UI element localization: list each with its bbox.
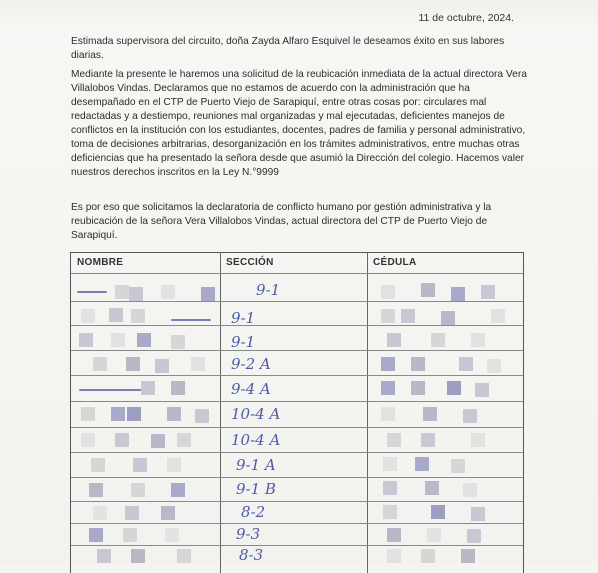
letter-date: 11 de octubre, 2024. <box>418 12 514 24</box>
signature-table <box>70 252 524 573</box>
greeting-paragraph: Estimada supervisora del circuito, doña Zayda Alfaro Esquivel le deseamos éxito en sus labores diarias. <box>71 36 505 61</box>
table-row-line <box>71 273 523 274</box>
table-row-line <box>71 427 523 428</box>
request-paragraph: Es por eso que solicitamos la declaratoria de conflicto humano por gestión administrativa y la reubicación de la señora Vera Villalobos Vindas, actual directora del CTP de Puerto Viejo de Sarapiquí. <box>71 202 492 241</box>
section-entry: 9-2 A <box>231 355 271 373</box>
table-row-line <box>71 401 523 402</box>
section-entry: 9-4 A <box>231 380 271 398</box>
table-row-line <box>71 325 523 326</box>
table-row-line <box>71 301 523 302</box>
table-row-line <box>71 523 523 524</box>
section-entry: 10-4 A <box>231 405 281 423</box>
section-entry: 9-1 <box>256 281 281 299</box>
section-entry: 9-3 <box>236 525 261 543</box>
body-paragraph: Mediante la presente le haremos una solicitud de la reubicación inmediata de la actual directora Vera Villalobos Vindas. Declaramos que no estamos de acuerdo con la administración que ha desempañado en el CTP de Puerto Viejo de Sarapiquí, entre otras cosas por: circulares mal redactadas y a destiempo, reuniones mal organizadas y mal ejecutadas, deficientes manejos de conflictos en la institución con los estudiantes, docentes, padres de familia y personal administrativo, toma de decisiones arbitrarias, desorganización en los trámites administrativos, entre muchas otras deficiencias que ha presentado la señora desde que asumió la Dirección del colegio. Hacemos valer nuestros derechos inscritos en la Ley N.°9999 <box>71 69 527 178</box>
table-row-line <box>71 477 523 478</box>
header-cedula: CÉDULA <box>373 257 417 268</box>
table-row-line <box>71 545 523 546</box>
table-row-line <box>71 375 523 376</box>
header-nombre: NOMBRE <box>77 257 124 268</box>
section-entry: 9-1 A <box>236 456 276 474</box>
section-entry: 9-1 B <box>236 480 276 498</box>
section-entry: 9-1 <box>231 309 256 327</box>
section-entry: 8-2 <box>241 503 266 521</box>
table-row-line <box>71 350 523 351</box>
header-seccion: SECCIÓN <box>226 257 274 268</box>
table-row-line <box>71 501 523 502</box>
section-entry: 8-3 <box>239 546 264 564</box>
section-entry: 10-4 A <box>231 431 281 449</box>
section-entry: 9-1 <box>231 333 256 351</box>
table-row-line <box>71 452 523 453</box>
